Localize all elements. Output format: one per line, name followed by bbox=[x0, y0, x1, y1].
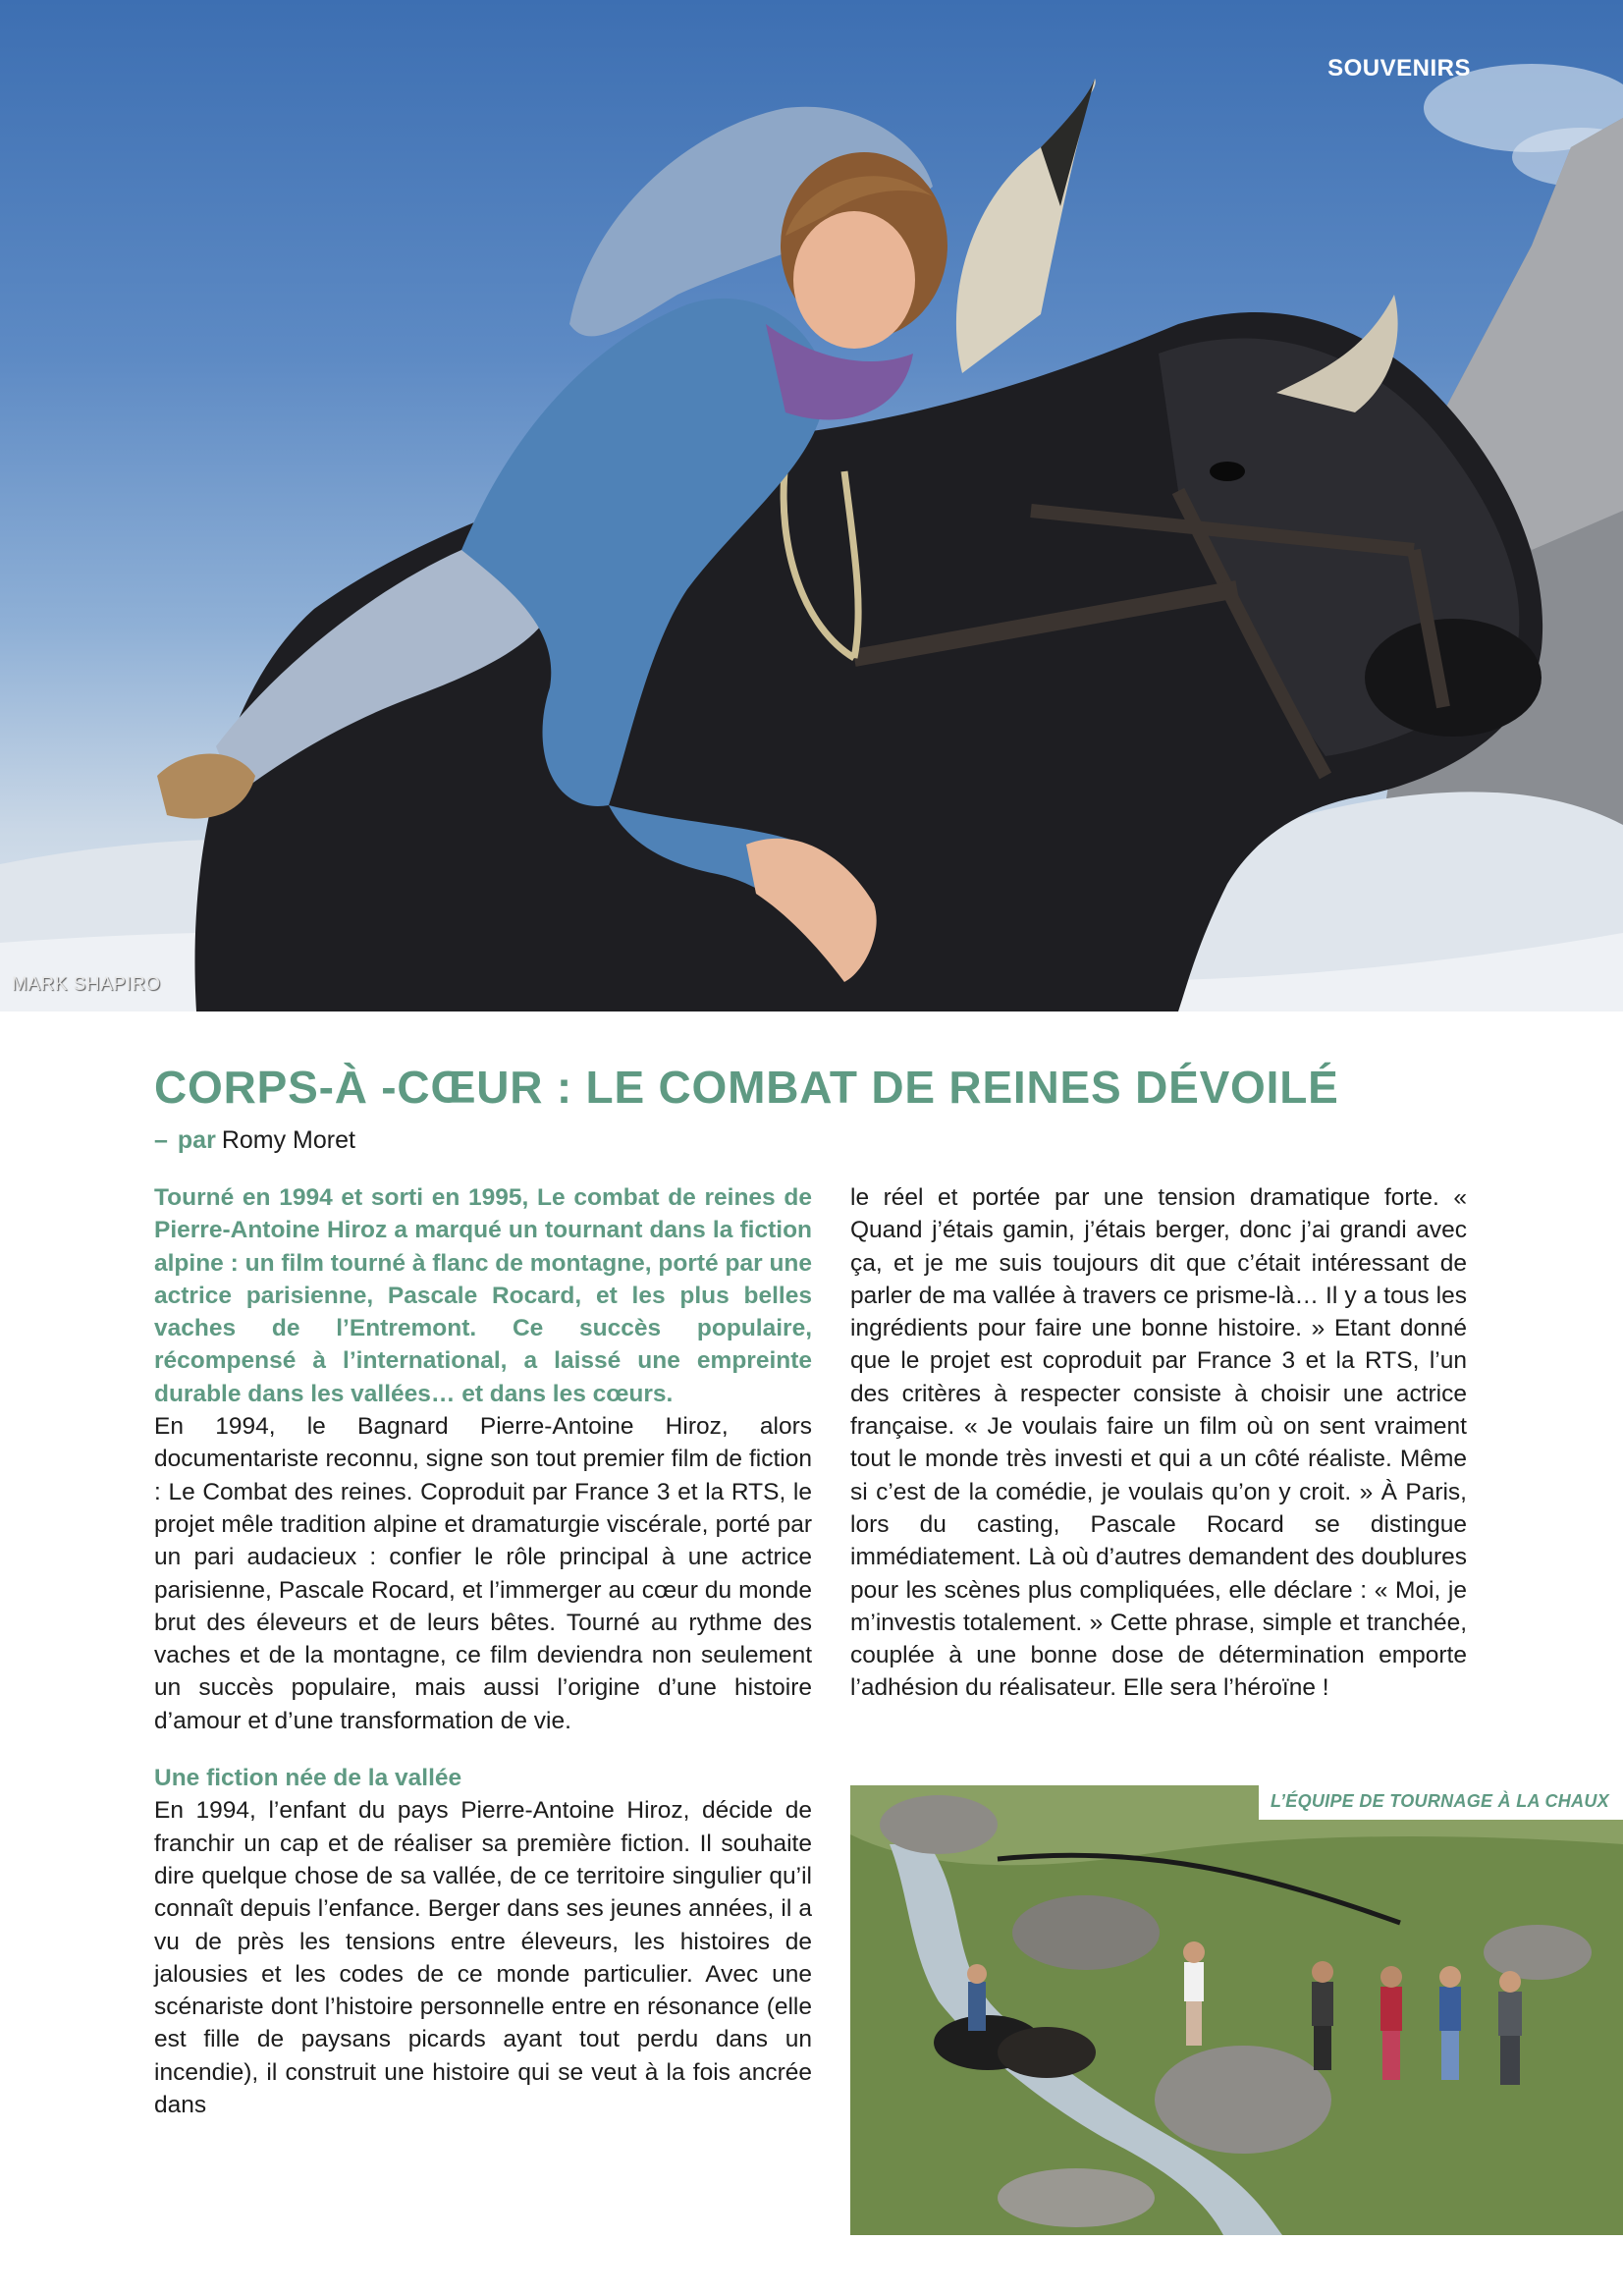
photo-credit: MARK SHAPIRO bbox=[12, 974, 161, 995]
photo-caption: L’ÉQUIPE DE TOURNAGE À LA CHAUX bbox=[1259, 1785, 1623, 1820]
article-paragraph-3: le réel et portée par une tension dramatique forte. « Quand j’étais gamin, j’étais berger, donc j’ai grandi avec ça, et je me suis toujours dit que c’était intéressant de parler de ma vallée à travers ce prisme-là… Il y a tous les ingrédients pour faire une bonne histoire. » Etant donné que le projet est coproduit par France 3 et la RTS, l’un des critères à respecter consiste à choisir une actrice française. « Je voulais faire un film où on sent vraiment tout le monde très investi et qui a un côté réaliste. Même si c’est de la comédie, je voulais qu’on y croit. » À Paris, lors du casting, Pascale Rocard se distingue immédiatement. Là où d’autres demandent des doublures pour les scènes plus compliquées, elle déclare : « Moi, je m’investis totalement. » Cette phrase, simple et tranchée, couplée à une bonne dose de détermination emporte l’adhésion du réalisateur. Elle sera l’héroïne ! bbox=[850, 1184, 1467, 1702]
byline bbox=[154, 1126, 355, 1155]
byline-dash: – bbox=[154, 1126, 168, 1154]
byline-author: Romy Moret bbox=[221, 1126, 355, 1154]
article-subheading: Une fiction née de la vallée bbox=[154, 1765, 462, 1792]
byline-par: par bbox=[177, 1126, 216, 1154]
hero-photo bbox=[0, 0, 1623, 1011]
text-column-right bbox=[850, 1181, 1467, 1705]
crew-illustration bbox=[850, 1785, 1623, 2235]
article-paragraph-2: En 1994, l’enfant du pays Pierre-Antoine Hiroz, décide de franchir un cap et de réaliser sa première fiction. Il souhaite dire quelque chose de sa vallée, de ce territoire singulier qu’il connaît depuis l’enfance. Berger dans ses jeunes années, il a vu de près les tensions entre éleveurs, les histoires de jalousies et les codes de ce monde particulier. Avec une scénariste dont l’histoire personnelle entre en résonance (elle est fille de paysans picards ayant tout perdu dans un incendie), il construit une histoire qui se veut à la fois ancrée dans bbox=[154, 1797, 812, 2119]
article-lead: Tourné en 1994 et sorti en 1995, Le combat de reines de Pierre-Antoine Hiroz a marqué un tournant dans la fiction alpine : un film tourné à flanc de montagne, porté par une actrice parisienne, Pascale Rocard, et les plus belles vaches de l’Entremont. Ce succès populaire, récompensé à l’international, a laissé une empreinte durable dans les vallées… et dans les cœurs. bbox=[154, 1184, 812, 1407]
section-label: SOUVENIRS bbox=[1327, 55, 1471, 82]
article-paragraph-1: En 1994, le Bagnard Pierre-Antoine Hiroz, alors documentariste reconnu, signe son tout premier film de fiction : Le Combat des reines. Coproduit par France 3 et la RTS, le projet mêle tradition alpine et dramaturgie viscérale, porté par un pari audacieux : confier le rôle principal à une actrice parisienne, Pascale Rocard, et l’immerger au cœur du monde brut des éleveurs et de leurs bêtes. Tourné au rythme des vaches et de la montagne, ce film deviendra non seulement un succès populaire, mais aussi l’origine d’une histoire d’amour et d’une transformation de vie. bbox=[154, 1413, 812, 1734]
hero-illustration bbox=[0, 0, 1623, 1011]
film-crew-photo bbox=[850, 1785, 1623, 2235]
text-column-left bbox=[154, 1181, 812, 2121]
article-title: CORPS-À -CŒUR : LE COMBAT DE REINES DÉVOILÉ bbox=[154, 1062, 1339, 1113]
